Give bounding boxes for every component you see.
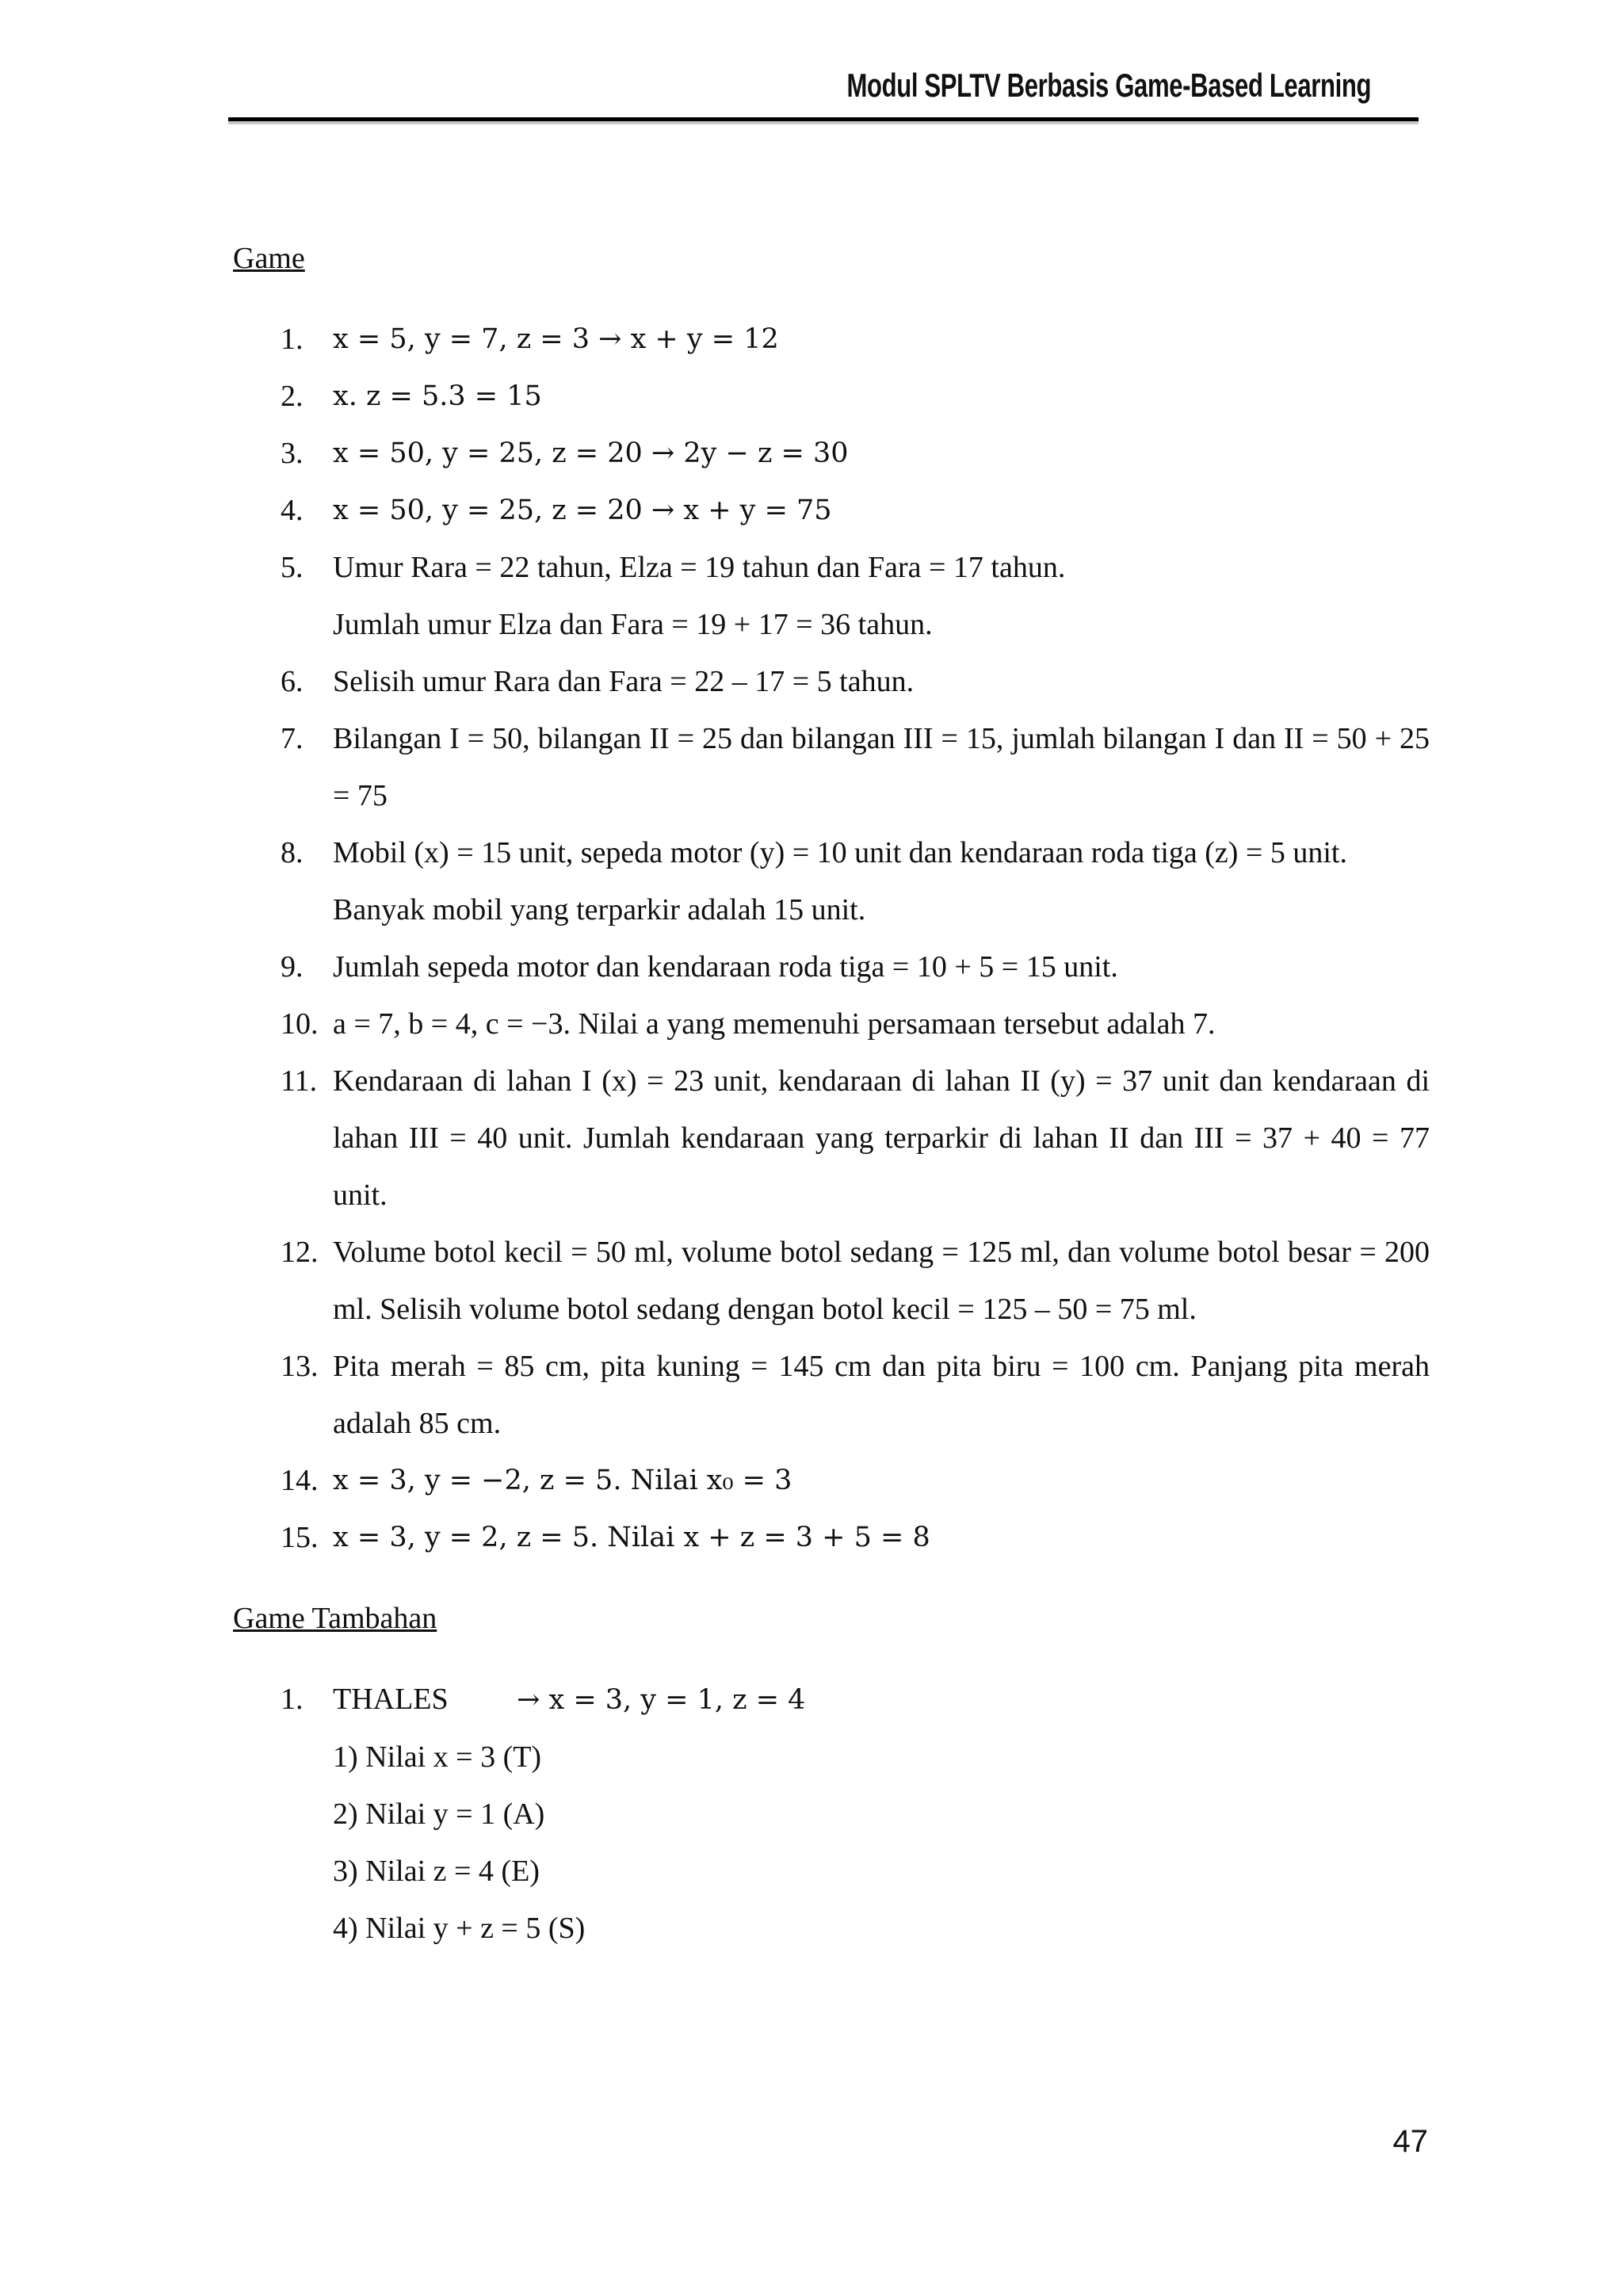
item-text: Bilangan I = 50, bilangan II = 25 dan bilangan III = 15, jumlah bilangan I dan II = 50 + 25 = 75 — [333, 722, 1430, 812]
item-text: Kendaraan di lahan I (x) = 23 unit, kendaraan di lahan II (y) = 37 unit dan kendaraan di lahan III = 40 unit. Jumlah kendaraan yang terparkir di lahan II dan III = 37 + 40 = 77 unit. — [333, 1064, 1430, 1212]
code-word: THALES — [333, 1683, 449, 1716]
list-item — [233, 1338, 1430, 1452]
list-item — [233, 1452, 1430, 1509]
item-number: 3. — [281, 437, 304, 470]
item-text: Pita merah = 85 cm, pita kuning = 145 cm dan pita biru = 100 cm. Panjang pita merah adalah 85 cm. — [333, 1350, 1430, 1440]
item-text: Jumlah sepeda motor dan kendaraan roda tiga = 10 + 5 = 15 unit. — [333, 950, 1118, 984]
item-number: 4. — [281, 494, 304, 527]
list-item — [233, 368, 1430, 425]
header-rule — [228, 117, 1419, 121]
item-number: 14. — [281, 1464, 319, 1497]
item-text: x = 5, y = 7, z = 3 → x + y = 12 — [333, 323, 779, 355]
list-item — [233, 710, 1430, 824]
item-number: 1. — [281, 323, 304, 356]
item-text: x. z = 5.3 = 15 — [333, 380, 542, 412]
sub-item: 1) Nilai x = 3 (T) — [333, 1740, 542, 1774]
item-text: Jumlah umur Elza dan Fara = 19 + 17 = 36 tahun. — [333, 608, 933, 641]
code-result: → x = 3, y = 1, z = 4 — [517, 1684, 806, 1716]
item-number: 12. — [281, 1236, 319, 1269]
list-item — [233, 653, 1430, 710]
page-number: 47 — [1392, 2124, 1428, 2159]
item-text: Umur Rara = 22 tahun, Elza = 19 tahun dan Fara = 17 tahun. — [333, 551, 1066, 584]
item-text: x = 50, y = 25, z = 20 → 2y − z = 30 — [333, 437, 849, 469]
item-text: Mobil (x) = 15 unit, sepeda motor (y) = 10 unit dan kendaraan roda tiga (z) = 5 unit. — [333, 836, 1347, 869]
item-number: 5. — [281, 551, 304, 584]
sub-item: 2) Nilai y = 1 (A) — [333, 1797, 545, 1831]
sub-item: 3) Nilai z = 4 (E) — [333, 1855, 540, 1888]
section-title-game-tambahan: Game Tambahan — [233, 1602, 437, 1635]
item-number: 6. — [281, 665, 304, 698]
list-item — [233, 824, 1430, 938]
game-tambahan-list — [233, 1671, 1430, 1729]
item-text: Volume botol kecil = 50 ml, volume botol sedang = 125 ml, dan volume botol besar = 200 ml. Selisih volume botol sedang dengan botol kecil = 125 – 50 = 75 ml. — [333, 1236, 1430, 1326]
section-title-game: Game — [233, 242, 305, 275]
item-number: 11. — [281, 1064, 318, 1098]
item-text: x = 50, y = 25, z = 20 → x + y = 75 — [333, 495, 832, 526]
item-text: x = 3, y = 2, z = 5. Nilai x + z = 3 + 5 = 8 — [333, 1522, 930, 1553]
list-item — [233, 539, 1430, 653]
list-item — [233, 311, 1430, 368]
item-text: Selisih umur Rara dan Fara = 22 – 17 = 5 tahun. — [333, 665, 915, 698]
list-item — [233, 1671, 1430, 1729]
item-number: 8. — [281, 836, 304, 869]
running-header-title: Modul SPLTV Berbasis Game-Based Learning — [846, 67, 1371, 104]
item-number: 1. — [281, 1683, 304, 1716]
page-content — [233, 230, 1430, 1957]
item-text: Banyak mobil yang terparkir adalah 15 unit. — [333, 893, 866, 926]
sub-item: 4) Nilai y + z = 5 (S) — [333, 1912, 586, 1945]
item-number: 13. — [281, 1350, 319, 1383]
list-item — [233, 938, 1430, 995]
list-item — [233, 482, 1430, 539]
list-item — [233, 425, 1430, 482]
item-text: x = 3, y = −2, z = 5. Nilai x₀ = 3 — [333, 1465, 792, 1496]
list-item — [233, 1509, 1430, 1566]
item-number: 7. — [281, 722, 304, 755]
item-number: 10. — [281, 1007, 319, 1041]
list-item — [233, 1052, 1430, 1224]
item-number: 15. — [281, 1521, 319, 1554]
item-text: a = 7, b = 4, c = −3. Nilai a yang memenuhi persamaan tersebut adalah 7. — [333, 1007, 1216, 1041]
list-item — [233, 1224, 1430, 1338]
list-item — [233, 995, 1430, 1052]
game-answer-list — [233, 311, 1430, 1566]
item-number: 9. — [281, 950, 304, 984]
item-number: 2. — [281, 380, 304, 413]
